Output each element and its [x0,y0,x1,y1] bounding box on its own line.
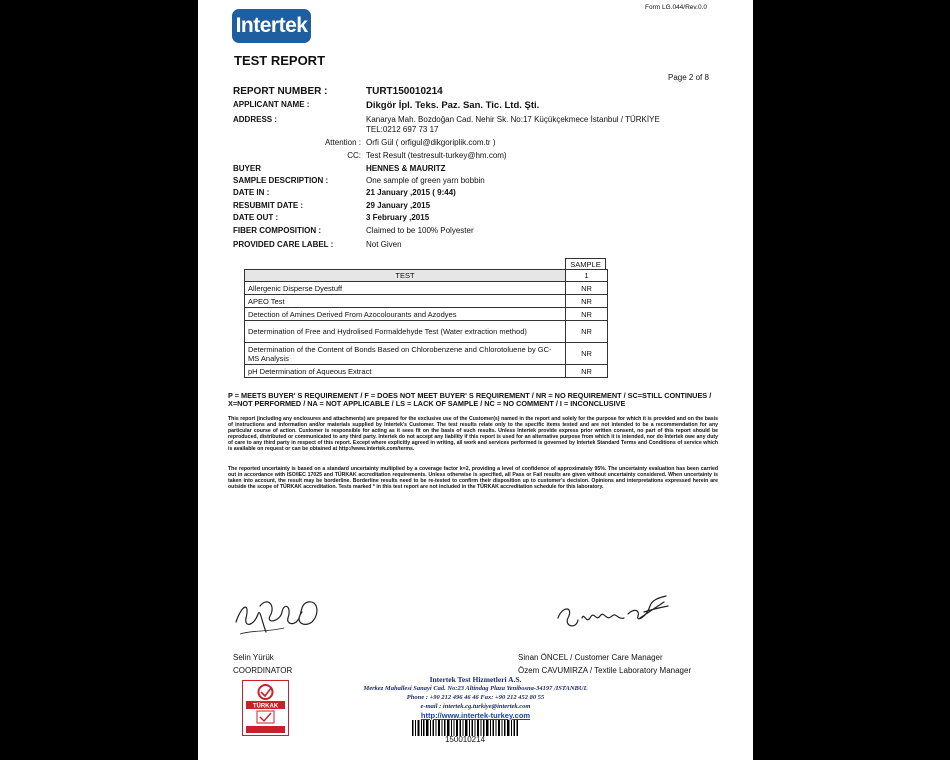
care-label-label: PROVIDED CARE LABEL : [233,240,334,249]
test-result: NR [566,282,608,295]
applicant-value: Dikgör İpl. Teks. Paz. San. Tic. Ltd. Şti. [366,100,540,111]
footer-website-link[interactable]: http://www.intertek-turkey.com [420,711,531,720]
disclaimer-paragraph: This report (including any enclosures and attachments) are prepared for the exclusive use of the Customer(s) named in the report and solely for the purpose for which it is provided and on the basis of instructions and information and/or materials supplied by Intertek's Customer. The test results relate only to the specific items tested and are not intended to be a recommendation for any particular course of action. Customer is responsible for acting as it sees fit on the basis of such results. Unless Intertek provide express prior written consent, no part of this report should be reproduced, distributed or communicated to any third party. Intertek do not accept any liability if this report is used for an alternative purpose from which it is intended, nor do Intertek owe any duty of care to any third party in respect of this report. Except where explicitly agreed in writing, all work and services performed is governed by Intertek Standard Terms and Conditions of service which is available on request or can be obtained at http://www.intertek.com/terms. [228,416,718,452]
attention-value: Orfi Gül ( orfigul@dikgoriplik.com.tr ) [366,138,496,147]
test-result: NR [566,308,608,321]
sample-description-label: SAMPLE DESCRIPTION : [233,176,329,185]
test-name: Determination of Free and Hydrolised Formaldehyde Test (Water extraction method) [245,321,566,343]
page-title: TEST REPORT [234,53,326,68]
fiber-composition-label: FIBER COMPOSITION : [233,226,321,235]
footer-company: Intertek Test Hizmetleri A.S. [429,675,522,684]
report-number-label: REPORT NUMBER : [233,86,328,97]
test-name: Determination of the Content of Bonds Based on Chlorobenzene and Chlorotoluene by GC-MS Analysis [245,343,566,365]
result-legend: P = MEETS BUYER' S REQUIREMENT / F = DOES NOT MEET BUYER' S REQUIREMENT / NR = NO REQUIREMENT / SC=STILL CONTINUES / X=NOT PERFORMED / NA = NOT APPLICABLE / LS = LACK OF SAMPLE / NC = NO COMMENT / I = INCONCLUSIVE [228,391,712,408]
test-name: Detection of Amines Derived From Azocolourants and Azodyes [245,308,566,321]
form-number: Form LG.044/Rev.0.0 [645,4,708,11]
table-row [245,308,608,321]
fiber-composition-value: Claimed to be 100% Polyester [366,226,474,235]
table-row [245,365,608,378]
sample-number: 1 [566,270,608,282]
textile-lab-manager: Özem CAVUMIRZA / Textile Laboratory Manager [518,666,692,675]
date-in-value: 21 January ,2015 ( 9:44) [366,188,456,197]
test-header: TEST [245,270,566,282]
report-page [198,0,753,760]
table-row [245,295,608,308]
barcode [412,720,518,736]
date-out-label: DATE OUT : [233,213,279,222]
test-name: pH Determination of Aqueous Extract [245,365,566,378]
report-number-value: TURT150010214 [366,86,443,97]
test-name: APEO Test [245,295,566,308]
test-result: NR [566,343,608,365]
barcode-number: 150010214 [444,735,486,744]
footer-email: e-mail : intertek.cg.turkiye@intertek.com [420,703,531,710]
test-result: NR [566,295,608,308]
results-table [244,269,608,378]
attention-label: Attention : [324,138,361,147]
manager-signatures [554,588,672,638]
page-indicator: Page 2 of 8 [668,73,709,82]
customer-care-manager: Sinan ÖNCEL / Customer Care Manager [518,653,663,662]
intertek-logo: Intertek [232,9,311,43]
date-in-label: DATE IN : [233,188,270,197]
sample-header: SAMPLE [565,258,606,270]
address-label: ADDRESS : [233,115,278,124]
test-result: NR [566,321,608,343]
cc-value: Test Result (testresult-turkey@hm.com) [366,151,507,160]
svg-text:TÜRKAK: TÜRKAK [252,703,279,710]
resubmit-date-label: RESUBMIT DATE : [233,201,304,210]
cc-label: CC: [347,151,361,160]
address-line-2: TEL:0212 697 73 17 [366,125,439,134]
footer-phone: Phone : +90 212 496 46 46 Fax: +90 212 452 80 55 [406,694,545,701]
coordinator-signature [232,592,327,640]
table-row [245,321,608,343]
buyer-label: BUYER [233,164,262,173]
resubmit-date-value: 29 January ,2015 [366,201,431,210]
test-name: Allergenic Disperse Dyestuff [245,282,566,295]
care-label-value: Not Given [366,240,402,249]
coordinator-name: Selin Yürük [233,653,274,662]
footer-address: Merkez Mahallesi Sanayi Cad. No:23 Altindag Plaza Yenibosna-34197 /ISTANBUL [363,685,588,692]
uncertainty-paragraph: The reported uncertainty is based on a standard uncertainty multiplied by a coverage factor k=2, providing a level of confidence of approximately 95%. The uncertainty evaluation has been carried out in accordance with ISO/IEC 17025 and TÜRKAK accreditation requirements. Unless otherwise is specified, all Pass or Fail results are given without uncertainty considered. When uncertainty is taken into account, the result may be borderline. Borderline results need to be re-tested to confirm their disposition up to customer's decision. Opinions and interpretations expressed herein are outside the scope of TÜRKAK accreditation. Tests marked * in this test report are not included in the TÜRKAK accreditation schedule for this laboratory. [228,466,718,490]
applicant-label: APPLICANT NAME : [233,100,310,109]
table-row [245,282,608,295]
address-line-1: Kanarya Mah. Bozdoğan Cad. Nehir Sk. No:17 Küçükçekmece İstanbul / TÜRKİYE [366,115,660,124]
table-row [245,343,608,365]
coordinator-title: COORDINATOR [233,666,293,675]
date-out-value: 3 February ,2015 [366,213,430,222]
buyer-value: HENNES & MAURITZ [366,164,446,173]
test-result: NR [566,365,608,378]
table-header-row [245,270,608,282]
sample-description-value: One sample of green yarn bobbin [366,176,485,185]
